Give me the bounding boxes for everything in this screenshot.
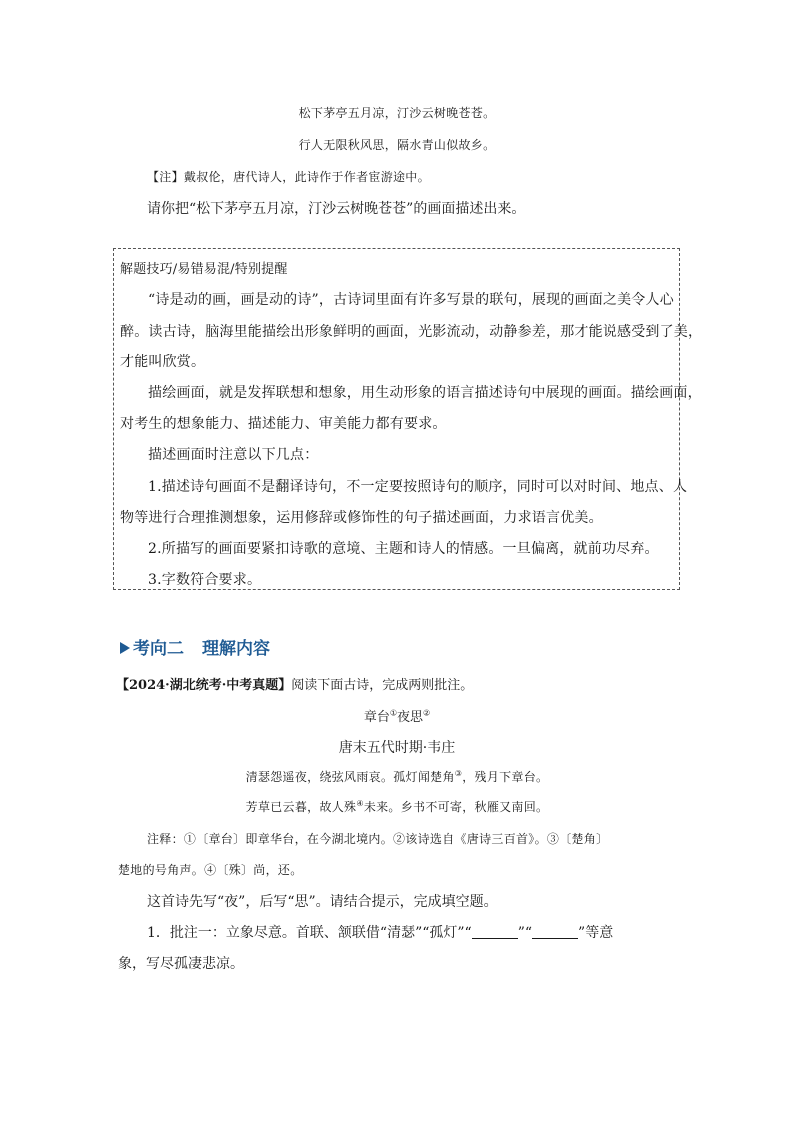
question2-item1-line2: 象，写尽孤凄悲凉。 <box>118 956 244 972</box>
question1: 请你把“松下茅亭五月凉，汀沙云树晚苍苍”的画面描述出来。 <box>147 201 526 217</box>
poem1-line1: 松下茅亭五月凉，汀沙云树晚苍苍。 <box>298 106 496 120</box>
tips-line: 1.描述诗句画面不是翻译诗句，不一定要按照诗句的顺序，同时可以对时间、地点、人 <box>148 479 688 495</box>
tips-line: 对考生的想象能力、描述能力、审美能力都有要求。 <box>120 416 447 432</box>
tips-line: 醉。读古诗，脑海里能描绘出形象鲜明的画面，光影流动，动静参差，那才能说感受到了美， <box>120 324 703 340</box>
note1: 【注】戴叔伦，唐代诗人，此诗作于作者宦游途中。 <box>147 170 430 184</box>
section-heading-title: 理解内容 <box>202 639 270 659</box>
poem2-title: 章台①夜思② <box>363 708 431 725</box>
tips-line: 2.所描写的画面要紧扣诗歌的意境、主题和诗人的情感。一旦偏离，就前功尽弃。 <box>148 541 659 557</box>
tips-box-title: 解题技巧/易错易混/特别提醒 <box>120 262 288 277</box>
poem2-author: 唐末五代时期·韦庄 <box>338 740 456 756</box>
question2-intro: 这首诗先写“夜”，后写“思”。请结合提示，完成填空题。 <box>147 894 498 910</box>
tips-line: 描述画面时注意以下几点： <box>148 447 319 463</box>
exam-prompt <box>116 674 473 693</box>
poem2-line1: 清瑟怨遥夜，绕弦风雨哀。孤灯闻楚角③，残月下章台。 <box>245 769 549 784</box>
triangle-bullet-icon <box>120 642 130 654</box>
tips-line: 才能叫欣赏。 <box>120 354 206 370</box>
answer-blank-2[interactable] <box>532 926 578 939</box>
question2-item1: 1．批注一：立象尽意。首联、颔联借“清瑟”“孤灯”“ ”“ ”等意 <box>147 925 614 941</box>
tips-box <box>113 248 703 590</box>
poem2-line2: 芳草已云暮，故人殊④未来。乡书不可寄，秋雁又南回。 <box>245 799 549 814</box>
exam-source: 【2024·湖北统考·中考真题】 <box>116 678 292 693</box>
section-heading-label: 考向二 <box>133 639 184 659</box>
exam-instruction: 阅读下面古诗，完成两则批注。 <box>291 678 474 693</box>
tips-line: “诗是动的画，画是动的诗”，古诗词里面有许多写景的联句，展现的画面之美令人心 <box>148 292 674 308</box>
tips-line: 3.字数符合要求。 <box>148 572 262 588</box>
answer-blank-1[interactable] <box>472 926 518 939</box>
poem1-line2: 行人无限秋风思，隔水青山似故乡。 <box>298 138 496 152</box>
notes2-line2: 楚地的号角声。④〔殊〕尚，还。 <box>118 863 303 877</box>
notes2-line1: 注释：①〔章台〕即章华台，在今湖北境内。②该诗选自《唐诗三百首》。③〔楚角〕 <box>147 832 609 846</box>
section-heading <box>120 634 270 659</box>
tips-line: 描绘画面，就是发挥联想和想象，用生动形象的语言描述诗句中展现的画面。描绘画面， <box>148 385 702 401</box>
tips-line: 物等进行合理推测想象，运用修辞或修饰性的句子描述画面，力求语言优美。 <box>120 510 603 526</box>
